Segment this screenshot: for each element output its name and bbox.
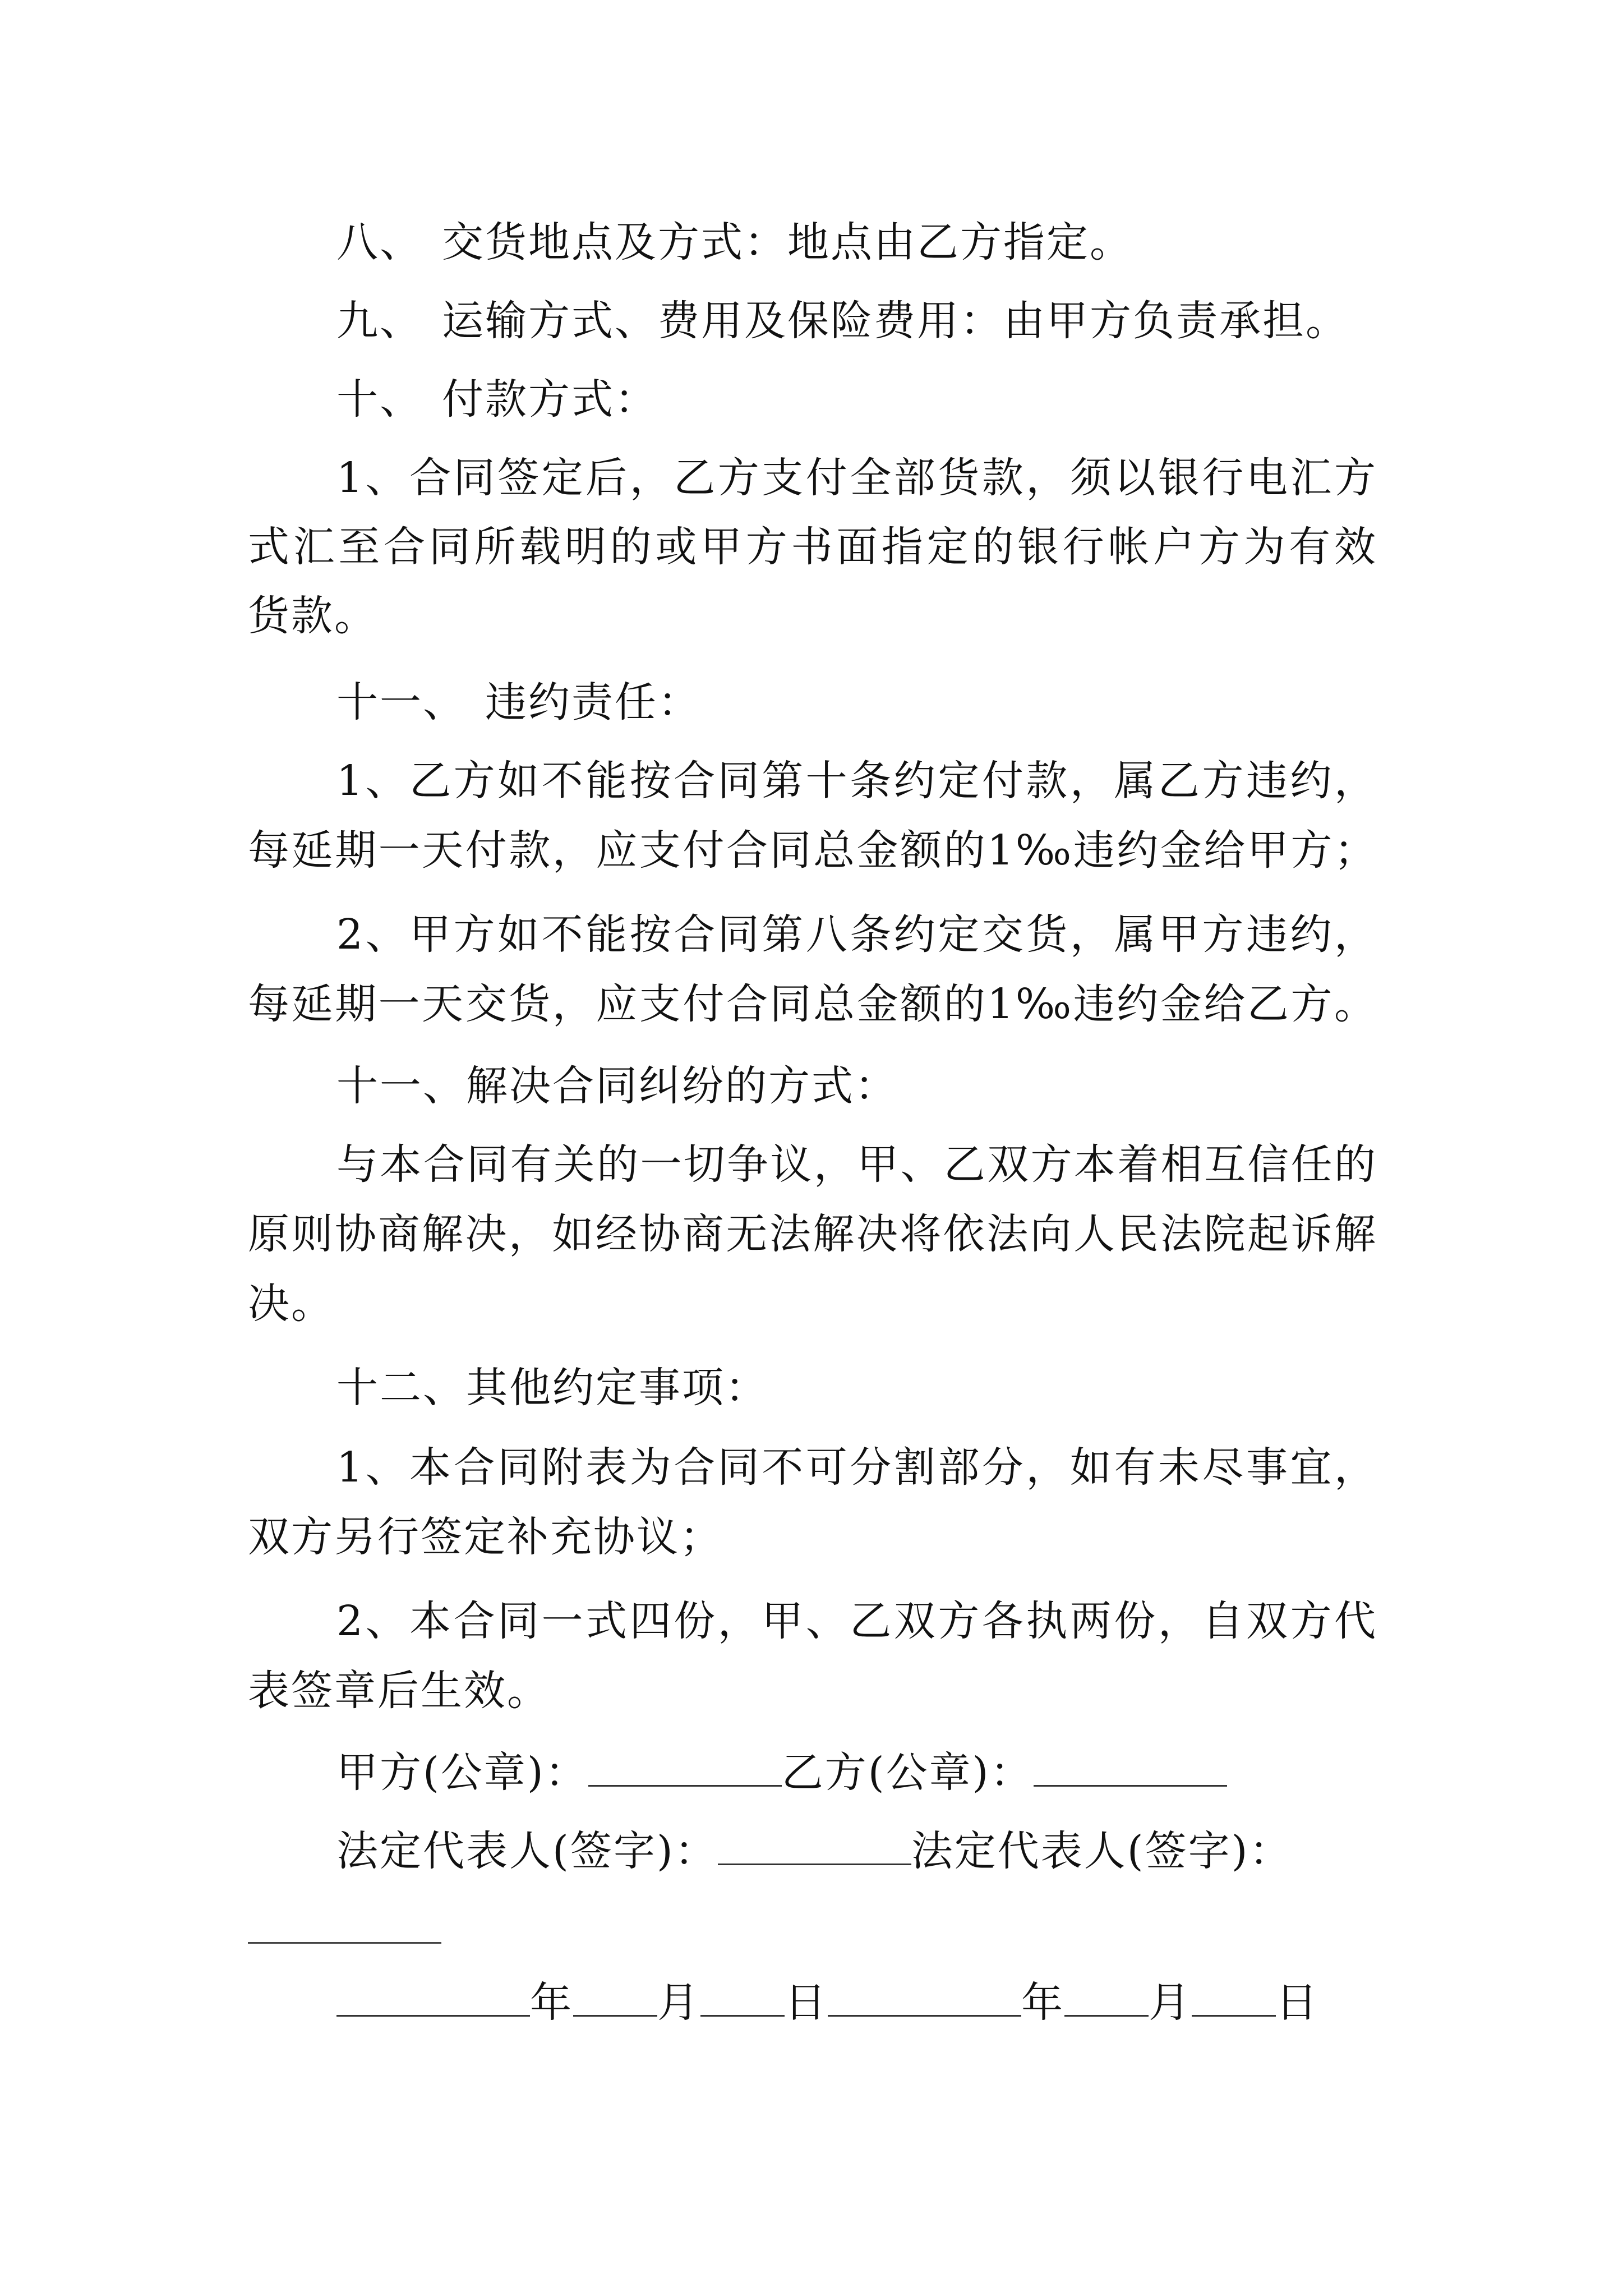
payment-item-1-line-2: 式汇至合同所载明的或甲方书面指定的银行帐户方为有效 bbox=[248, 523, 1377, 571]
other-item-2-line-2: 表签章后生效。 bbox=[248, 1667, 550, 1715]
dispute-body-line-2: 原则协商解决，如经协商无法解决将依法向人民法院起诉解 bbox=[248, 1210, 1377, 1258]
clause-text: 交货地点及方式：地点由乙方指定。 bbox=[442, 218, 1133, 266]
rep-b-blank[interactable] bbox=[248, 1942, 441, 1944]
year-label: 年 bbox=[1021, 1978, 1064, 2027]
other-item-1-line-2: 双方另行签定补充协议； bbox=[248, 1513, 723, 1561]
clause-number: 八、 bbox=[336, 218, 423, 266]
clause-transport bbox=[336, 293, 1349, 349]
month-b-blank[interactable] bbox=[1064, 1980, 1149, 2017]
day-label: 日 bbox=[1276, 1978, 1319, 2027]
clause-number: 十、 bbox=[336, 375, 423, 424]
party-b-seal-label: 乙方(公章)： bbox=[781, 1749, 1034, 1797]
dispute-body-line-3: 决。 bbox=[248, 1280, 334, 1328]
clause-other: 十二、其他约定事项： bbox=[336, 1364, 768, 1412]
seal-line bbox=[336, 1745, 1227, 1801]
payment-item-1-line-3: 货款。 bbox=[248, 592, 377, 640]
clause-text: 运输方式、费用及保险费用：由甲方负责承担。 bbox=[442, 297, 1349, 345]
clause-text: 违约责任： bbox=[485, 678, 701, 726]
breach-item-1-line-2: 每延期一天付款，应支付合同总金额的1‰违约金给甲方； bbox=[248, 826, 1377, 875]
clause-text: 付款方式： bbox=[442, 375, 658, 424]
clause-payment bbox=[336, 371, 658, 427]
other-item-1-line-1: 1、本合同附表为合同不可分割部分，如有未尽事宜， bbox=[336, 1443, 1377, 1492]
other-item-2-line-1: 2、本合同一式四份，甲、乙双方各执两份，自双方代 bbox=[336, 1597, 1377, 1645]
date-line bbox=[336, 1975, 1319, 2031]
breach-item-2-line-1: 2、甲方如不能按合同第八条约定交货，属甲方违约， bbox=[336, 910, 1377, 959]
year-b-blank[interactable] bbox=[828, 1980, 1021, 2017]
party-b-seal-blank[interactable] bbox=[1034, 1750, 1227, 1787]
year-label: 年 bbox=[530, 1978, 573, 2027]
day-b-blank[interactable] bbox=[1192, 1980, 1276, 2017]
rep-a-blank[interactable] bbox=[718, 1829, 911, 1865]
breach-item-1-line-1: 1、乙方如不能按合同第十条约定付款，属乙方违约， bbox=[336, 757, 1377, 805]
dispute-body-line-1: 与本合同有关的一切争议，甲、乙双方本着相互信任的 bbox=[336, 1140, 1377, 1189]
clause-number: 十一、 bbox=[336, 678, 466, 726]
clause-delivery bbox=[336, 214, 1133, 270]
representative-line bbox=[336, 1823, 1293, 1879]
day-label: 日 bbox=[785, 1978, 828, 2027]
party-a-seal-blank[interactable] bbox=[588, 1750, 782, 1787]
day-a-blank[interactable] bbox=[700, 1980, 785, 2017]
month-label: 月 bbox=[657, 1978, 700, 2027]
clause-breach bbox=[336, 674, 701, 730]
rep-a-label: 法定代表人(签字)： bbox=[336, 1827, 718, 1875]
rep-b-label: 法定代表人(签字)： bbox=[911, 1827, 1293, 1875]
clause-dispute: 十一、解决合同纠纷的方式： bbox=[336, 1062, 898, 1110]
month-a-blank[interactable] bbox=[573, 1980, 657, 2017]
year-a-blank[interactable] bbox=[336, 1980, 530, 2017]
payment-item-1-line-1: 1、合同签定后，乙方支付全部货款，须以银行电汇方 bbox=[336, 454, 1377, 502]
clause-number: 九、 bbox=[336, 297, 423, 345]
breach-item-2-line-2: 每延期一天交货，应支付合同总金额的1‰违约金给乙方。 bbox=[248, 980, 1377, 1028]
party-a-seal-label: 甲方(公章)： bbox=[336, 1749, 588, 1797]
month-label: 月 bbox=[1149, 1978, 1192, 2027]
